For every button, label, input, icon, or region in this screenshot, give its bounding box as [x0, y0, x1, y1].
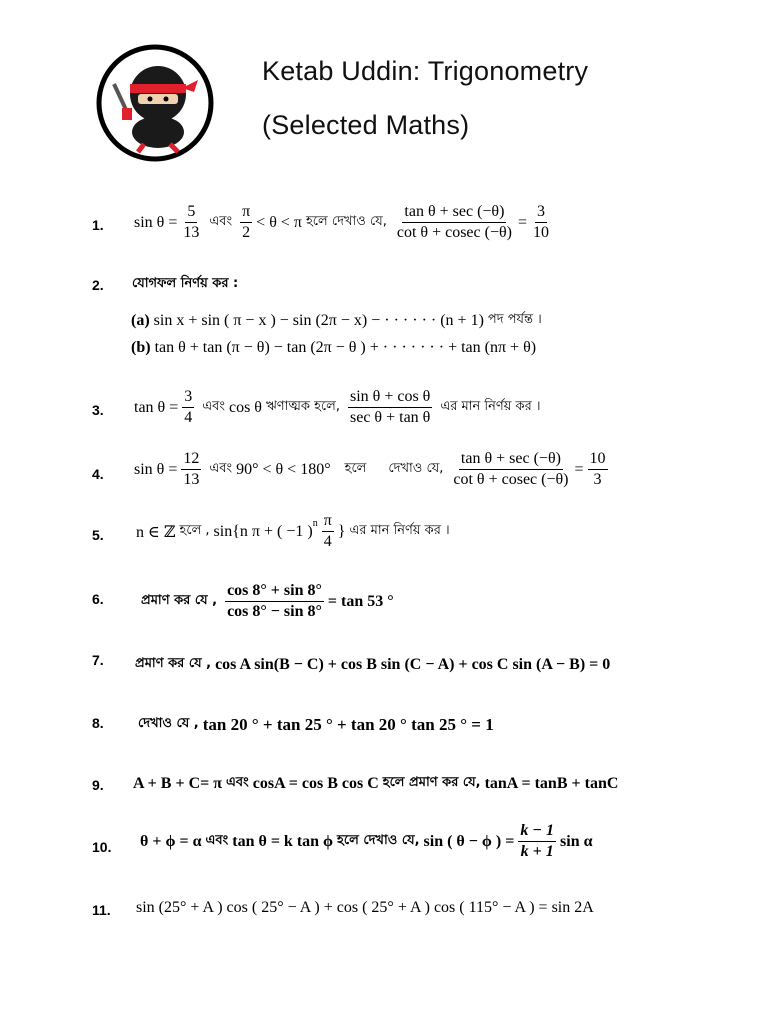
- ninja-logo: [94, 44, 216, 162]
- problem-number: 7.: [92, 652, 104, 668]
- problem-6: প্রমাণ কর যে , $\frac{\cos 8^\circ + \sin 8^\circ}{\cos 8^\circ - \sin 8^\circ}$ = tan 53 °: [141, 582, 394, 621]
- problem-2b: (b) tan θ + tan (π − θ) − tan (2π − θ ) + · · · · · · · + tan (nπ + θ): [131, 339, 537, 356]
- page-subtitle: (Selected Maths): [262, 110, 470, 140]
- problem-3: tan θ = $\frac{3}{4}$ এবং cos θ ঋণাত্মক হলে, $\frac{\text{sin θ + cos θ}}{\text{sec θ + tan θ}}$ এর মান নির্ণয় কর ।: [134, 388, 541, 427]
- problem-8: দেখাও যে , tan 20 ° + tan 25 ° + tan 20 ° tan 25 ° = 1: [138, 714, 494, 734]
- problem-1: sin θ = $\frac{5}{13}$ এবং $\frac{\pi}{2}$ < θ < π হলে দেখাও যে, $\frac{\text{tan θ + sec (−θ)}}{\text{cot θ + cosec (−θ)}}$ = $\frac{3}{10}$: [134, 203, 549, 242]
- problem-number: 4.: [92, 466, 104, 482]
- problem-number: 11.: [92, 902, 111, 918]
- problem-5: n ∈ ℤ হলে , sin{n π + ( −1 ) $^n$ $\frac{\pi}{4}$ } এর মান নির্ণয় কর ।: [136, 512, 450, 551]
- problem-10: θ + ϕ = α এবং tan θ = k tan ϕ হলে দেখাও যে, sin ( θ − ϕ ) = $\frac{k - 1}{k + 1}$ sin α: [140, 822, 593, 861]
- problem-11: sin (25° + A ) cos ( 25° − A ) + cos ( 25° + A ) cos ( 115° − A ) = sin 2A: [136, 899, 594, 916]
- problem-number: 5.: [92, 527, 104, 543]
- page-title: Ketab Uddin: Trigonometry: [262, 56, 589, 86]
- problem-number: 3.: [92, 402, 104, 418]
- problem-number: 2.: [92, 277, 104, 293]
- problem-number: 6.: [92, 591, 104, 607]
- problem-7: প্রমাণ কর যে , cos A sin(B − C) + cos B sin (C − A) + cos C sin (A − B) = 0: [135, 655, 611, 673]
- problem-number: 9.: [92, 777, 104, 793]
- problem-4: sin θ = $\frac{12}{13}$ এবং 90° < θ < 180° হলে দেখাও যে, $\frac{\text{tan θ + sec (−θ)}}{\text{cot θ + cosec (−θ)}}$ = $\frac{10}{3}$: [134, 450, 606, 489]
- problem-number: 10.: [92, 839, 112, 855]
- problem-9: A + B + C= π এবং cosA = cos B cos C হলে প্রমাণ কর যে, tanA = tanB + tanC: [133, 774, 619, 792]
- problem-number: 8.: [92, 715, 104, 731]
- problem-2-heading: যোগফল নির্ণয় কর :: [132, 276, 239, 291]
- problem-2a: (a) sin x + sin ( π − x ) − sin (2π − x) − · · · · · · (n + 1) পদ পর্যন্ত ।: [131, 311, 542, 329]
- problem-number: 1.: [92, 217, 104, 233]
